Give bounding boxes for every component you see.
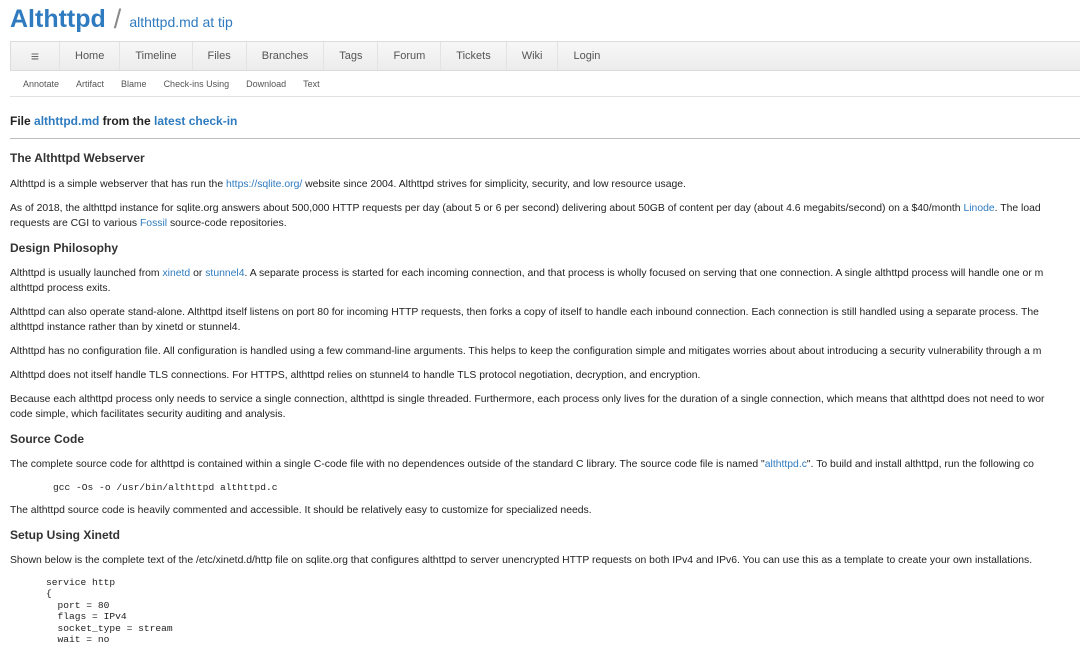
xinetd-link[interactable]: xinetd xyxy=(162,268,191,279)
file-line xyxy=(10,114,237,128)
menu-item-wiki[interactable]: Wiki xyxy=(506,42,558,70)
menu-item-tags[interactable]: Tags xyxy=(323,42,377,70)
file-link[interactable]: althttpd.md xyxy=(34,114,100,128)
paragraph-text: althttpd instance rather than by xinetd or stunnel4. xyxy=(10,322,241,333)
menu-item-tickets[interactable]: Tickets xyxy=(440,42,505,70)
page-header xyxy=(10,4,233,35)
paragraph-tls: Althttpd does not itself handle TLS connections. For HTTPS, althttpd relies on stunnel4 to handle TLS protocol negotiation, decryption, and encryption. xyxy=(10,370,701,381)
submenu-item-annotate[interactable]: Annotate xyxy=(23,79,60,89)
althttpd-c-link[interactable]: althttpd.c xyxy=(764,459,807,470)
heading-webserver: The Althttpd Webserver xyxy=(10,151,145,165)
submenu-item-blame[interactable]: Blame xyxy=(121,79,147,89)
paragraph-text: or xyxy=(190,268,206,279)
main-menu xyxy=(10,41,1080,71)
paragraph-text: source-code repositories. xyxy=(167,218,287,229)
paragraph-standalone xyxy=(10,305,1039,335)
paragraph-text: althttpd process exits. xyxy=(10,283,111,294)
paragraph-text: website since 2004. Althttpd strives for simplicity, security, and low resource usage. xyxy=(302,179,686,190)
submenu-item-checkins-using[interactable]: Check-ins Using xyxy=(163,79,230,89)
fossil-link[interactable]: Fossil xyxy=(139,218,168,229)
file-line-prefix: File xyxy=(10,114,35,128)
paragraph-single-threaded xyxy=(10,392,1044,422)
paragraph-usage-stats xyxy=(10,201,1041,231)
title-separator: / xyxy=(113,4,122,34)
submenu-item-artifact[interactable]: Artifact xyxy=(76,79,105,89)
checkin-link[interactable]: latest check-in xyxy=(154,114,238,128)
sub-menu xyxy=(10,74,337,94)
paragraph-text: . A separate process is started for each incoming connection, and that process is wholly focused on serving that one connection. A single althttpd process will handle one or m xyxy=(244,268,1044,279)
menu-item-branches[interactable]: Branches xyxy=(246,42,323,70)
heading-design-philosophy: Design Philosophy xyxy=(10,241,119,255)
file-line-middle: from the xyxy=(99,114,155,128)
paragraph-commented: The althttpd source code is heavily commented and accessible. It should be relatively easy to customize for specialized needs. xyxy=(10,505,592,516)
paragraph-text: Althttpd is usually launched from xyxy=(10,268,163,279)
page-subtitle: althttpd.md at tip xyxy=(129,13,233,30)
hamburger-menu-icon[interactable]: ≡ xyxy=(30,48,40,64)
menu-item-forum[interactable]: Forum xyxy=(377,42,440,70)
heading-source-code: Source Code xyxy=(10,432,85,446)
paragraph-text: Althttpd can also operate stand-alone. Althttpd itself listens on port 80 for incoming HTTP requests, then forks a copy of itself to handle each inbound connection. Each connection is still handled using a separate process. The xyxy=(10,307,1039,318)
content-divider xyxy=(10,138,1080,139)
site-title[interactable]: Althttpd xyxy=(10,5,106,33)
paragraph-text: As of 2018, the althttpd instance for sqlite.org answers about 500,000 HTTP requests per day (about 5 or 6 per second) delivering about 50GB of content per day (about 4.6 megabits/second) on a $40/month xyxy=(10,203,964,214)
paragraph-text: . The load xyxy=(994,203,1041,214)
paragraph-text: code simple, which facilitates security auditing and analysis. xyxy=(10,409,286,420)
submenu-item-download[interactable]: Download xyxy=(246,79,287,89)
stunnel4-link[interactable]: stunnel4 xyxy=(205,268,245,279)
paragraph-launch xyxy=(10,266,1043,296)
paragraph-source xyxy=(10,457,1034,472)
menu-item-home[interactable]: Home xyxy=(59,42,119,70)
sqlite-link[interactable]: https://sqlite.org/ xyxy=(226,179,303,190)
paragraph-text: ". To build and install althttpd, run the following co xyxy=(806,459,1034,470)
paragraph-text: Althttpd is a simple webserver that has run the xyxy=(10,179,227,190)
menu-item-files[interactable]: Files xyxy=(192,42,246,70)
code-xinetd-config: service http { port = 80 flags = IPv4 socket_type = stream wait = no xyxy=(46,577,173,646)
submenu-divider xyxy=(10,96,1080,97)
linode-link[interactable]: Linode xyxy=(963,203,995,214)
paragraph-text: requests are CGI to various xyxy=(10,218,140,229)
paragraph-intro xyxy=(10,177,686,192)
paragraph-configuration: Althttpd has no configuration file. All configuration is handled using a few command-line arguments. This helps to keep the configuration simple and mitigates worries about about introducing a security vulnerability through a m xyxy=(10,346,1042,357)
code-build-command: gcc -Os -o /usr/bin/althttpd althttpd.c xyxy=(53,482,278,493)
paragraph-text: The complete source code for althttpd is contained within a single C-code file with no dependences outside of the standard C library. The source code file is named " xyxy=(10,459,765,470)
menu-item-timeline[interactable]: Timeline xyxy=(119,42,191,70)
paragraph-xinetd: Shown below is the complete text of the /etc/xinetd.d/http file on sqlite.org that configures althttpd to server unencrypted HTTP requests on both IPv4 and IPv6. You can use this as a template to create your own installations. xyxy=(10,555,1033,566)
paragraph-text: Because each althttpd process only needs to service a single connection, althttpd is single threaded. Furthermore, each process only lives for the duration of a single connection, which means that althttpd does not need to wor xyxy=(10,394,1045,405)
menu-item-login[interactable]: Login xyxy=(557,42,615,70)
submenu-item-text[interactable]: Text xyxy=(303,79,320,89)
heading-setup-xinetd: Setup Using Xinetd xyxy=(10,528,121,542)
